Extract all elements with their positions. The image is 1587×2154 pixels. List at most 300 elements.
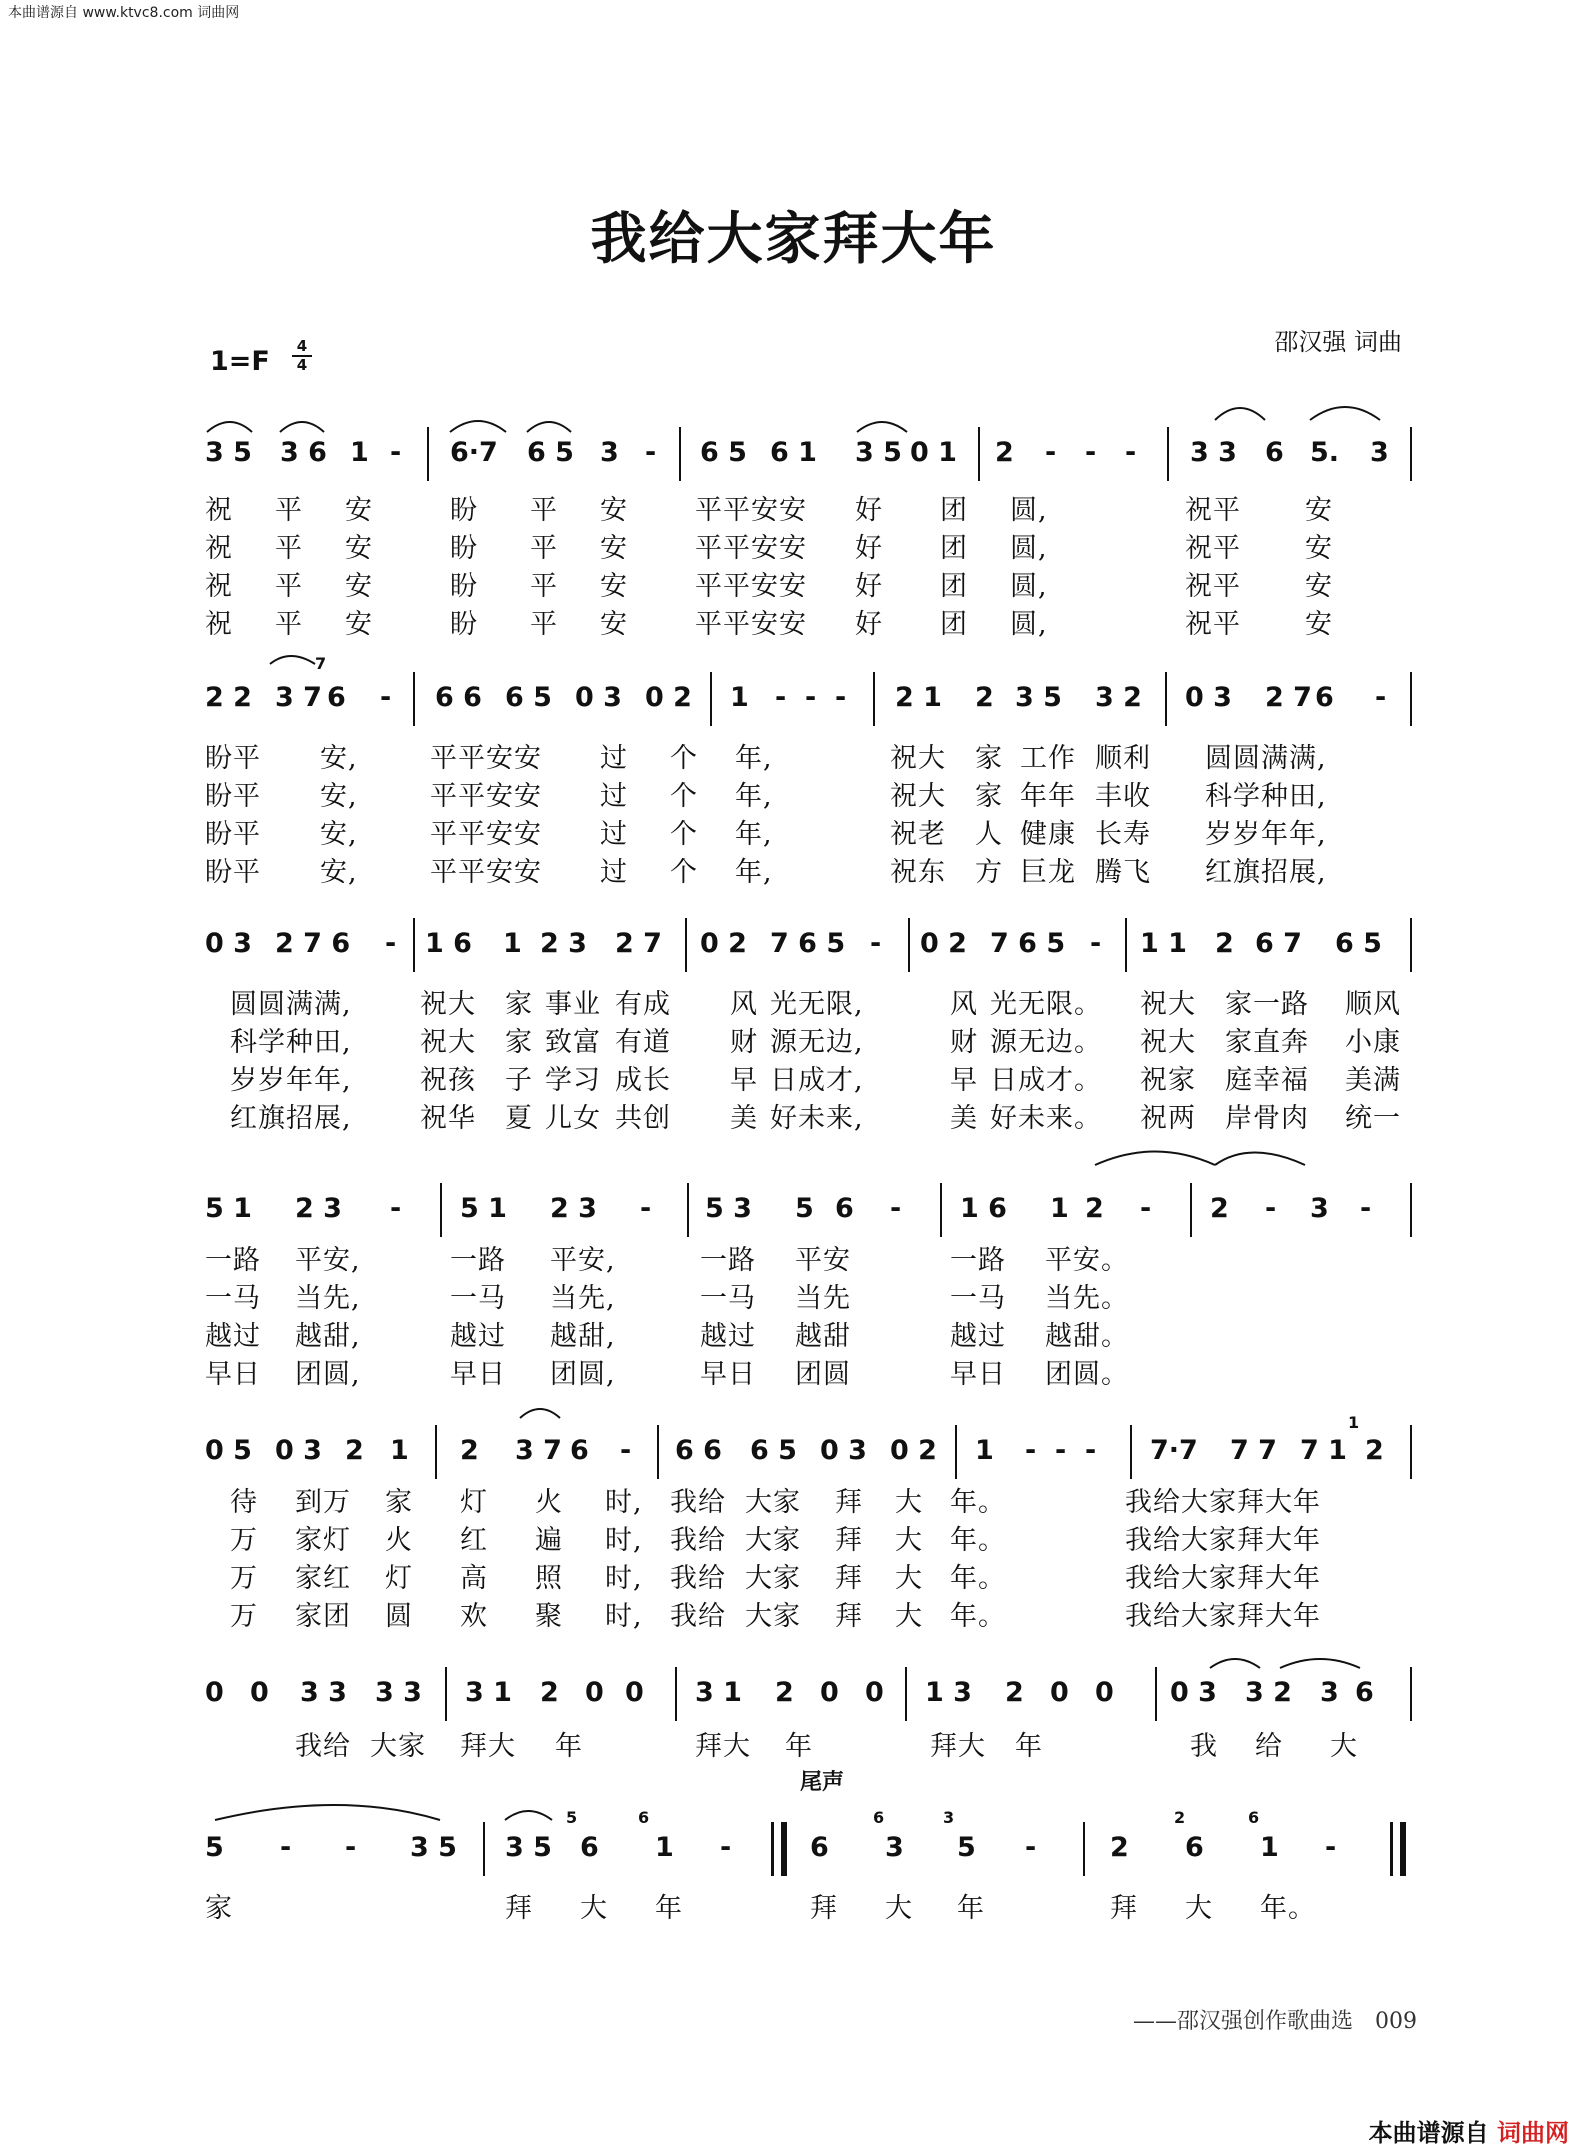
text-item: 越甜, xyxy=(550,1321,616,1352)
text-item: 6 xyxy=(835,1193,854,1224)
text-item: 1 xyxy=(1260,1832,1279,1863)
text-item: 盼平 xyxy=(205,819,261,850)
text-item: 0 2 xyxy=(700,928,747,959)
text-item: 我给 xyxy=(295,1731,351,1762)
text-item: 顺风 xyxy=(1345,989,1401,1020)
text-item: 平平安安 xyxy=(430,743,542,774)
text-item: 拜 xyxy=(810,1893,838,1924)
text-item: 拜大 xyxy=(460,1731,516,1762)
text-item: 大 xyxy=(1185,1893,1213,1924)
text-item: 万 xyxy=(230,1525,258,1556)
text-item: 大 xyxy=(895,1525,923,1556)
text-item: 红旗招展, xyxy=(1205,857,1327,888)
text-item: 岁岁年年, xyxy=(230,1065,352,1096)
text-item: 大家 xyxy=(745,1487,801,1518)
bar-line xyxy=(679,427,681,481)
bar-line xyxy=(445,1667,447,1721)
text-item: 6 xyxy=(1185,1832,1204,1863)
text-item: 6 xyxy=(1355,1677,1374,1708)
lyric-line xyxy=(205,1020,1415,1058)
text-item: 2 xyxy=(1365,1435,1384,1466)
text-item: 大 xyxy=(580,1893,608,1924)
text-item: 家直奔 xyxy=(1225,1027,1309,1058)
bar-line xyxy=(978,427,980,481)
text-item: 年年 xyxy=(1020,781,1076,812)
text-item: 拜 xyxy=(1110,1893,1138,1924)
text-item: 平平安安 xyxy=(695,571,807,602)
text-item: 1 xyxy=(730,682,749,713)
text-item: 祝平 xyxy=(1185,533,1241,564)
text-item: 日成才。 xyxy=(990,1065,1102,1096)
text-item: 早 xyxy=(950,1065,978,1096)
text-item: 5 xyxy=(566,1808,578,1827)
text-item: - xyxy=(1125,437,1137,468)
text-item: - xyxy=(1140,1193,1152,1224)
text-item: 6 xyxy=(638,1808,650,1827)
text-item: 3 5 xyxy=(410,1832,457,1863)
text-item: 0 3 xyxy=(1170,1677,1217,1708)
text-item: - xyxy=(775,682,787,713)
text-item: 平安 xyxy=(795,1245,851,1276)
bar-line xyxy=(1410,918,1412,972)
text-item: 一马 xyxy=(450,1283,506,1314)
text-item: 5 xyxy=(205,1832,224,1863)
text-item: 0 xyxy=(585,1677,604,1708)
text-item: 0 1 xyxy=(910,437,957,468)
text-item: 5 3 xyxy=(705,1193,752,1224)
text-item: 年 xyxy=(655,1893,683,1924)
text-item: 当先, xyxy=(295,1283,361,1314)
text-item: 0 xyxy=(865,1677,884,1708)
text-item: 拜大 xyxy=(930,1731,986,1762)
lyric-line xyxy=(205,1276,1415,1314)
text-item: 1 3 xyxy=(925,1677,972,1708)
text-item: 家 xyxy=(975,781,1003,812)
text-item: 3 3 xyxy=(1190,437,1237,468)
text-item: 圆, xyxy=(1010,495,1048,526)
text-item: 万 xyxy=(230,1563,258,1594)
text-item: 7 7 xyxy=(1230,1435,1277,1466)
bar-line xyxy=(1155,1667,1157,1721)
text-item: 源无边, xyxy=(770,1027,864,1058)
text-item: 致富 xyxy=(545,1027,601,1058)
text-item: 2 1 xyxy=(895,682,942,713)
text-item: 2 xyxy=(345,1435,364,1466)
text-item: 灯 xyxy=(460,1487,488,1518)
notation-row xyxy=(205,918,1415,966)
text-item: 平安, xyxy=(550,1245,616,1276)
text-item: 年, xyxy=(735,857,773,888)
text-item: 万 xyxy=(230,1601,258,1632)
lyric-line xyxy=(205,1556,1415,1594)
bar-line xyxy=(687,1183,689,1237)
notation-row xyxy=(205,654,1415,720)
text-item: 平 xyxy=(275,609,303,640)
text-item: 6 5 xyxy=(700,437,747,468)
text-item: 安 xyxy=(600,609,628,640)
slur xyxy=(270,656,315,664)
text-item: 安 xyxy=(600,533,628,564)
text-item: 6 5 xyxy=(527,437,574,468)
text-item: 安 xyxy=(1305,533,1333,564)
text-item: 3 1 xyxy=(465,1677,512,1708)
text-item: 科学种田, xyxy=(1205,781,1327,812)
text-item: 团 xyxy=(940,533,968,564)
text-item: 平安。 xyxy=(1045,1245,1129,1276)
text-item: - xyxy=(385,928,397,959)
text-item: 3 2 xyxy=(1245,1677,1292,1708)
text-item: 拜 xyxy=(835,1563,863,1594)
text-item: 2 xyxy=(1174,1808,1186,1827)
text-item: 圆 xyxy=(385,1601,413,1632)
text-item: 时, xyxy=(605,1525,643,1556)
text-item: 大 xyxy=(1330,1731,1358,1762)
text-item: 6 6 xyxy=(675,1435,722,1466)
text-item: - xyxy=(1360,1193,1372,1224)
lyric-line xyxy=(205,1238,1415,1276)
text-item: 好未来, xyxy=(770,1103,864,1134)
text-item: 1 xyxy=(975,1435,994,1466)
lyric-line xyxy=(205,1594,1415,1632)
lyric-line xyxy=(205,850,1415,888)
text-item: 安 xyxy=(600,571,628,602)
text-item: 财 xyxy=(730,1027,758,1058)
text-item: 0 5 xyxy=(205,1435,252,1466)
bar-line xyxy=(413,918,415,972)
text-item: 6 xyxy=(1265,437,1284,468)
text-item: 越过 xyxy=(700,1321,756,1352)
text-item: 6 5 xyxy=(1335,928,1382,959)
text-item: 3 3 xyxy=(375,1677,422,1708)
text-item: 高 xyxy=(460,1563,488,1594)
bar-line xyxy=(908,918,910,972)
bar-line xyxy=(483,1822,485,1876)
lyric-line xyxy=(205,488,1415,526)
text-item: 平安, xyxy=(295,1245,361,1276)
text-item: 有成 xyxy=(615,989,671,1020)
text-item: 1 xyxy=(503,928,522,959)
text-item: 时, xyxy=(605,1487,643,1518)
bar-line xyxy=(435,1425,437,1479)
lyric-line xyxy=(205,1724,1415,1762)
text-item: 圆圆满满, xyxy=(230,989,352,1020)
text-item: 祝两 xyxy=(1140,1103,1196,1134)
text-item: 盼 xyxy=(450,495,478,526)
text-item: 越甜, xyxy=(295,1321,361,1352)
text-item: 拜 xyxy=(835,1525,863,1556)
text-item: 我给大家拜大年 xyxy=(1125,1525,1321,1556)
text-item: 0 3 xyxy=(205,928,252,959)
text-item: 拜大 xyxy=(695,1731,751,1762)
text-item: 3 6 xyxy=(280,437,327,468)
lyric-line xyxy=(205,982,1415,1020)
text-item: 大 xyxy=(895,1487,923,1518)
text-item: - xyxy=(890,1193,902,1224)
text-item: 年。 xyxy=(950,1563,1006,1594)
text-item: - xyxy=(280,1832,292,1863)
text-item: 大家 xyxy=(745,1563,801,1594)
text-item: 安, xyxy=(320,819,358,850)
text-item: - xyxy=(805,682,817,713)
text-item: - xyxy=(835,682,847,713)
bar-line xyxy=(440,1183,442,1237)
bar-line xyxy=(940,1183,942,1237)
text-item: 3 5 xyxy=(505,1832,552,1863)
text-item: 团圆, xyxy=(550,1359,616,1390)
text-item: 3 2 xyxy=(1095,682,1142,713)
lyric-line xyxy=(205,774,1415,812)
text-item: 5 1 xyxy=(205,1193,252,1224)
text-item: 当先。 xyxy=(1045,1283,1129,1314)
text-item: 风 xyxy=(950,989,978,1020)
text-item: 丰收 xyxy=(1095,781,1151,812)
text-item: 家红 xyxy=(295,1563,351,1594)
text-item: 祝 xyxy=(205,495,233,526)
text-item: - xyxy=(720,1832,732,1863)
text-item: 平 xyxy=(275,533,303,564)
text-item: 科学种田, xyxy=(230,1027,352,1058)
text-item: 共创 xyxy=(615,1103,671,1134)
text-item: 1 6 xyxy=(425,928,472,959)
text-item: 一路 xyxy=(205,1245,261,1276)
text-item: 好 xyxy=(855,495,883,526)
text-item: 5 xyxy=(957,1832,976,1863)
bar-line xyxy=(905,1667,907,1721)
text-item: 大 xyxy=(895,1601,923,1632)
slur xyxy=(1310,407,1380,420)
text-item: 日成才, xyxy=(770,1065,864,1096)
text-item: 早日 xyxy=(700,1359,756,1390)
text-item: 3 1 xyxy=(695,1677,742,1708)
text-item: 年。 xyxy=(1260,1893,1316,1924)
text-item: 安 xyxy=(345,571,373,602)
text-item: 祝华 xyxy=(420,1103,476,1134)
text-item: 安 xyxy=(345,495,373,526)
text-item: 年 xyxy=(1015,1731,1043,1762)
text-item: 2 xyxy=(995,437,1014,468)
text-item: 大 xyxy=(885,1893,913,1924)
text-item: 平 xyxy=(530,571,558,602)
text-item: 3 xyxy=(1370,437,1389,468)
text-item: 团圆, xyxy=(295,1359,361,1390)
watermark-top: 本曲谱源自 www.ktvc8.com 词曲网 xyxy=(8,5,240,21)
text-item: 0 xyxy=(625,1677,644,1708)
coda-label: 尾声 xyxy=(800,1770,845,1795)
lyric-line xyxy=(205,1352,1415,1390)
text-item: 3 5 xyxy=(1015,682,1062,713)
text-item: 小康 xyxy=(1345,1027,1401,1058)
text-item: 祝孩 xyxy=(420,1065,476,1096)
text-item: 3 7 xyxy=(515,1435,562,1466)
text-item: 年 xyxy=(785,1731,813,1762)
text-item: 0 3 xyxy=(820,1435,867,1466)
text-item: 巨龙 xyxy=(1020,857,1076,888)
text-item: 家灯 xyxy=(295,1525,351,1556)
text-item: 我给大家拜大年 xyxy=(1125,1601,1321,1632)
watermark-bottom-source: 本曲谱源自 xyxy=(1368,2119,1489,2147)
text-item: 越过 xyxy=(450,1321,506,1352)
text-item: 岸骨肉 xyxy=(1225,1103,1309,1134)
text-item: 好未来。 xyxy=(990,1103,1102,1134)
bar-line xyxy=(1130,1425,1132,1479)
text-item: 3 xyxy=(943,1808,955,1827)
text-item: 风 xyxy=(730,989,758,1020)
text-item: - xyxy=(1375,682,1387,713)
text-item: 年 xyxy=(555,1731,583,1762)
text-item: 0 2 xyxy=(645,682,692,713)
text-item: 年。 xyxy=(950,1525,1006,1556)
text-item: - xyxy=(1025,1435,1037,1466)
text-item: 2 7 xyxy=(1265,682,1312,713)
text-item: 祝平 xyxy=(1185,571,1241,602)
text-item: 盼 xyxy=(450,609,478,640)
text-item: 2 xyxy=(1210,1193,1229,1224)
text-item: 团圆 xyxy=(795,1359,851,1390)
text-item: 腾飞 xyxy=(1095,857,1151,888)
text-item: 早日 xyxy=(450,1359,506,1390)
lyric-line xyxy=(205,526,1415,564)
text-item: 0 3 xyxy=(575,682,622,713)
bar-line xyxy=(1410,1425,1412,1479)
text-item: 一路 xyxy=(700,1245,756,1276)
text-item: 安 xyxy=(1305,571,1333,602)
text-item: 越过 xyxy=(950,1321,1006,1352)
text-item: 祝平 xyxy=(1185,495,1241,526)
text-item: 盼平 xyxy=(205,857,261,888)
text-item: 3 3 xyxy=(300,1677,347,1708)
text-item: 团圆。 xyxy=(1045,1359,1129,1390)
time-signature-top: 4 xyxy=(296,337,308,355)
text-item: 一马 xyxy=(205,1283,261,1314)
text-item: 2 xyxy=(1085,1193,1104,1224)
text-item: 光无限, xyxy=(770,989,864,1020)
text-item: 祝 xyxy=(205,533,233,564)
bar-line xyxy=(657,1425,659,1479)
text-item: 火 xyxy=(385,1525,413,1556)
lyric-line xyxy=(205,736,1415,774)
text-item: 年 xyxy=(957,1893,985,1924)
text-item: 2 xyxy=(1110,1832,1129,1863)
bar-line xyxy=(1125,918,1127,972)
text-item: 过 xyxy=(600,781,628,812)
bar-line xyxy=(1410,1667,1412,1721)
text-item: 我给大家拜大年 xyxy=(1125,1563,1321,1594)
bar-line xyxy=(873,672,875,726)
text-item: 1 xyxy=(1050,1193,1069,1224)
key-signature: 1=F xyxy=(210,346,270,377)
text-item: 安 xyxy=(600,495,628,526)
text-item: 拜 xyxy=(835,1487,863,1518)
text-item: - xyxy=(1085,1435,1097,1466)
text-item: 遍 xyxy=(535,1525,563,1556)
text-item: 当先 xyxy=(795,1283,851,1314)
text-item: 6 xyxy=(1248,1808,1260,1827)
text-item: 0 xyxy=(820,1677,839,1708)
notation-row xyxy=(205,1808,1415,1870)
text-item: 我给 xyxy=(670,1487,726,1518)
text-item: 家 xyxy=(505,989,533,1020)
text-item: 0 2 xyxy=(890,1435,937,1466)
text-item: 家 xyxy=(975,743,1003,774)
text-item: 早日 xyxy=(950,1359,1006,1390)
text-item: - xyxy=(380,682,392,713)
text-item: 安, xyxy=(320,743,358,774)
text-item: 3 xyxy=(885,1832,904,1863)
text-item: 3 xyxy=(600,437,619,468)
text-item: 欢 xyxy=(460,1601,488,1632)
text-item: 年。 xyxy=(950,1601,1006,1632)
text-item: 过 xyxy=(600,743,628,774)
text-item: 6 xyxy=(327,682,346,713)
bar-line xyxy=(1410,1183,1412,1237)
text-item: 1 1 xyxy=(1140,928,1187,959)
text-item: 7·7 xyxy=(1150,1435,1198,1466)
lyric-line xyxy=(205,1518,1415,1556)
text-item: 平 xyxy=(530,533,558,564)
text-item: 团 xyxy=(940,495,968,526)
text-item: 0 2 xyxy=(920,928,967,959)
text-item: 2 3 xyxy=(550,1193,597,1224)
text-item: 盼平 xyxy=(205,781,261,812)
text-item: 安 xyxy=(1305,609,1333,640)
text-item: 家一路 xyxy=(1225,989,1309,1020)
text-item: 祝大 xyxy=(420,989,476,1020)
final-barline xyxy=(1390,1822,1393,1876)
text-item: 过 xyxy=(600,819,628,850)
text-item: 源无边。 xyxy=(990,1027,1102,1058)
text-item: 2 3 xyxy=(295,1193,342,1224)
text-item: - xyxy=(870,928,882,959)
text-item: 祝大 xyxy=(890,781,946,812)
text-item: 照 xyxy=(535,1563,563,1594)
bar-line xyxy=(1167,427,1169,481)
text-item: 3 7 xyxy=(275,682,322,713)
text-item: - xyxy=(1325,1832,1337,1863)
slur xyxy=(1215,408,1265,420)
text-item: 庭幸福 xyxy=(1225,1065,1309,1096)
text-item: 平 xyxy=(530,609,558,640)
text-item: 平平安安 xyxy=(695,609,807,640)
text-item: 圆圆满满, xyxy=(1205,743,1327,774)
repeat-barline xyxy=(771,1822,774,1876)
text-item: 年, xyxy=(735,781,773,812)
text-item: 健康 xyxy=(1020,819,1076,850)
text-item: 平平安安 xyxy=(430,781,542,812)
text-item: 6 6 xyxy=(435,682,482,713)
text-item: 一路 xyxy=(450,1245,506,1276)
text-item: 5 1 xyxy=(460,1193,507,1224)
text-item: 5. xyxy=(1310,437,1340,468)
text-item: 美 xyxy=(950,1103,978,1134)
text-item: - xyxy=(640,1193,652,1224)
text-item: 2 xyxy=(775,1677,794,1708)
text-item: 5 xyxy=(795,1193,814,1224)
text-item: 早 xyxy=(730,1065,758,1096)
text-item: - xyxy=(645,437,657,468)
text-item: 1 xyxy=(350,437,369,468)
text-item: 盼 xyxy=(450,571,478,602)
text-item: 7 1 xyxy=(1300,1435,1347,1466)
text-item: 家团 xyxy=(295,1601,351,1632)
text-item: 6 xyxy=(873,1808,885,1827)
text-item: 0 3 xyxy=(1185,682,1232,713)
text-item: 2 7 xyxy=(615,928,662,959)
text-item: 学习 xyxy=(545,1065,601,1096)
text-item: 聚 xyxy=(535,1601,563,1632)
text-item: 美满 xyxy=(1345,1065,1401,1096)
notation-row xyxy=(205,427,1415,475)
text-item: 平 xyxy=(530,495,558,526)
